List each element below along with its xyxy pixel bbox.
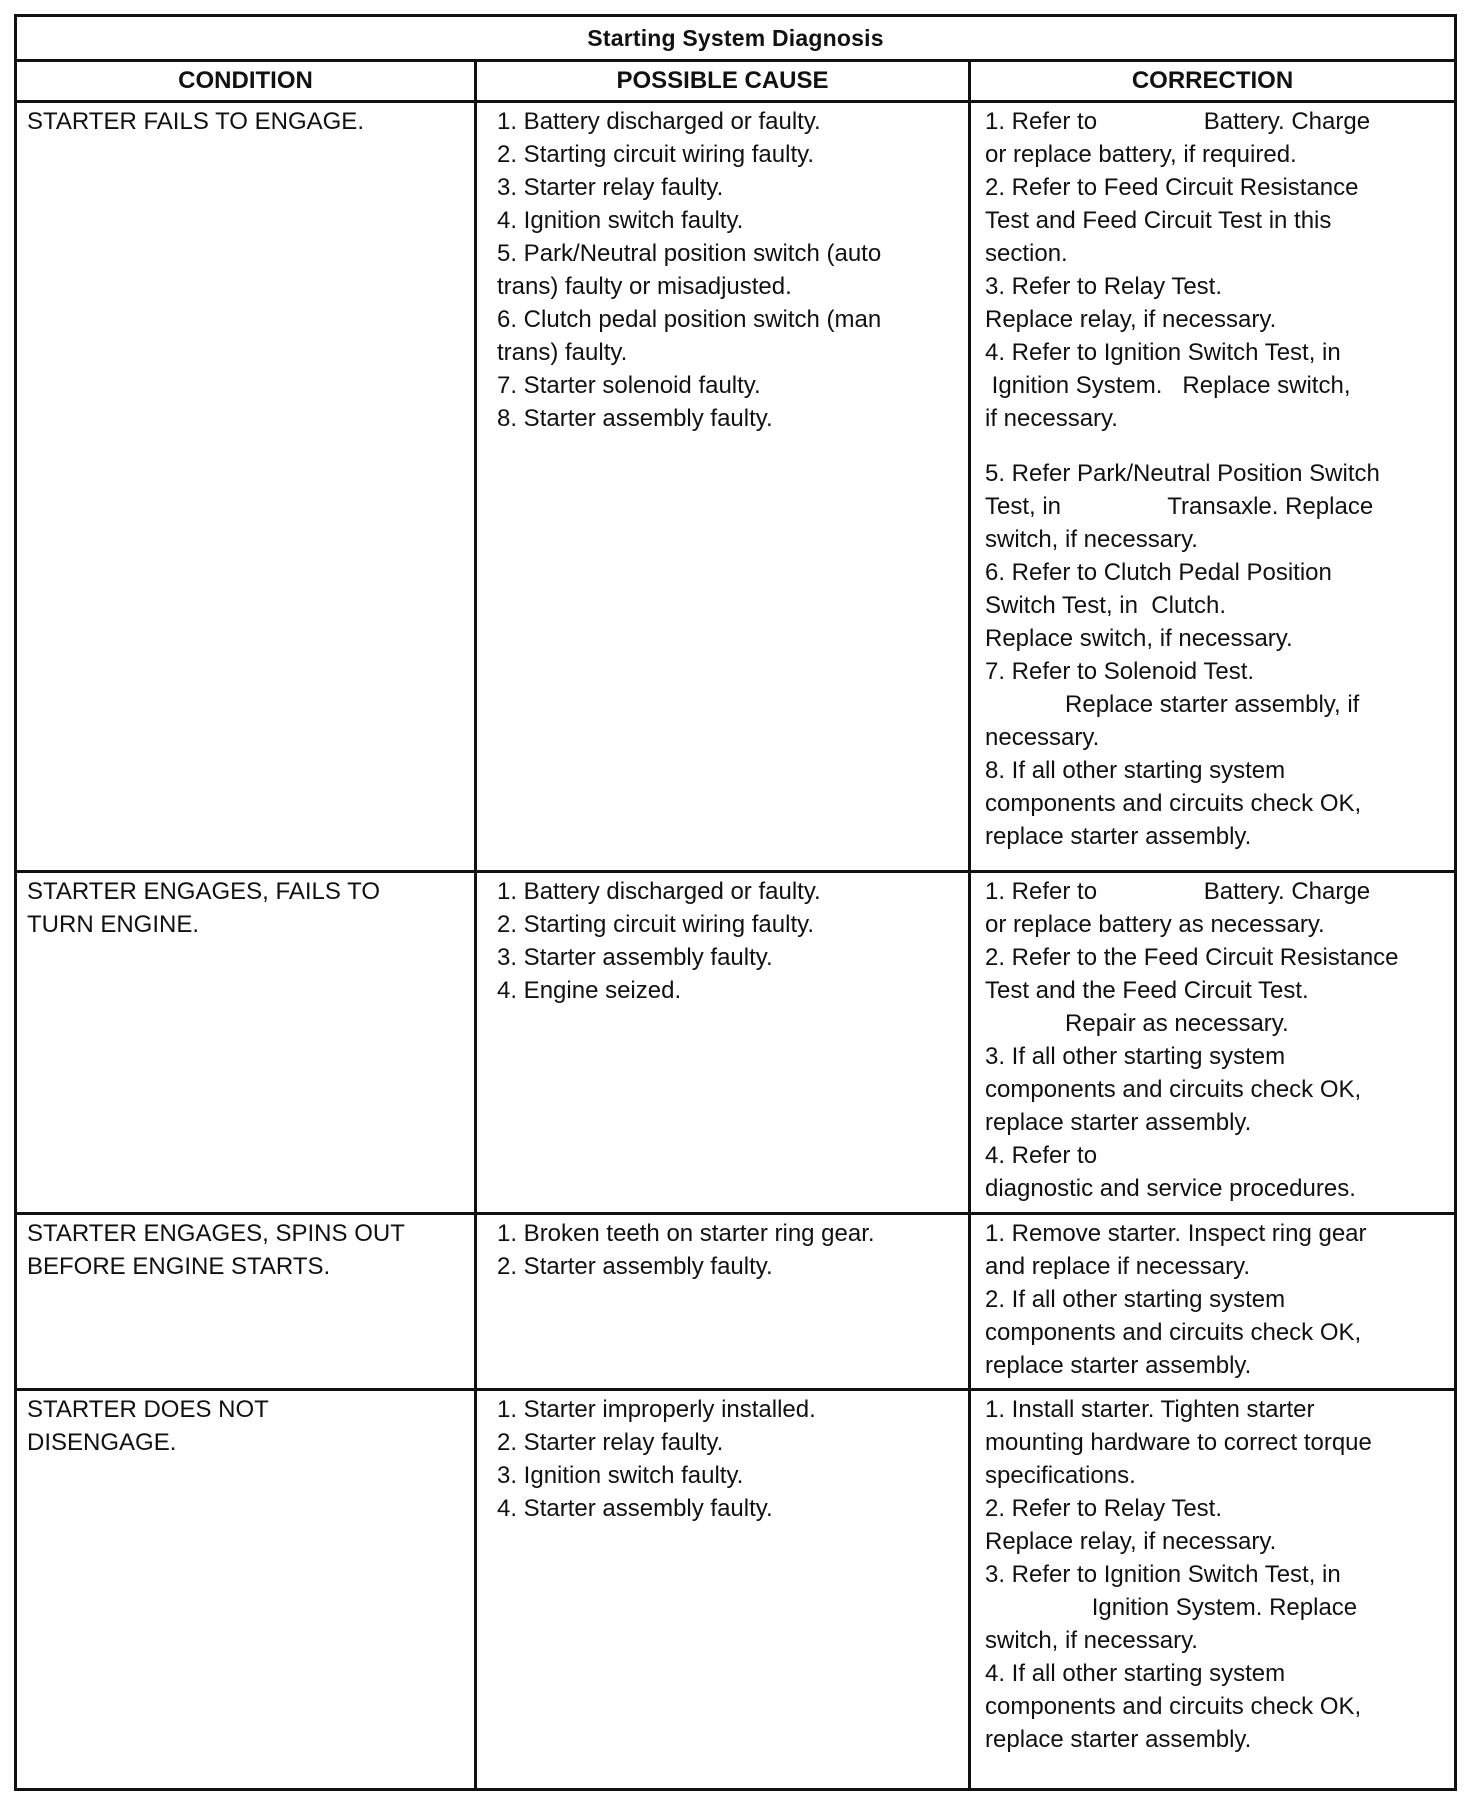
cause-line: 1. Broken teeth on starter ring gear. (497, 1220, 875, 1247)
correction-line: replace starter assembly. (985, 1352, 1252, 1379)
correction-line: Replace switch, if necessary. (985, 625, 1293, 652)
condition-line: DISENGAGE. (27, 1429, 177, 1456)
line-spacer (985, 435, 1448, 457)
cause-cell (476, 1214, 970, 1390)
table-row (16, 1214, 1456, 1390)
correction-line: Switch Test, in Clutch. (985, 592, 1226, 619)
condition-line: STARTER FAILS TO ENGAGE. (27, 108, 364, 135)
correction-cell (970, 102, 1456, 872)
correction-line: 4. Refer to Ignition Switch Test, in (985, 339, 1341, 366)
cause-line: 4. Engine seized. (497, 977, 682, 1004)
correction-line: necessary. (985, 724, 1100, 751)
correction-line: section. (985, 240, 1068, 267)
correction-cell (970, 1390, 1456, 1790)
correction-cell (970, 1214, 1456, 1390)
correction-line: switch, if necessary. (985, 526, 1198, 553)
cause-line: 6. Clutch pedal position switch (man (497, 306, 882, 333)
correction-line: components and circuits check OK, (985, 1319, 1362, 1346)
condition-line: STARTER ENGAGES, FAILS TO (27, 878, 380, 905)
table-row (16, 1390, 1456, 1790)
correction-line: Replace relay, if necessary. (985, 306, 1277, 333)
cause-line: 8. Starter assembly faulty. (497, 405, 773, 432)
correction-line: Replace relay, if necessary. (985, 1528, 1277, 1555)
correction-line: 3. Refer to Relay Test. (985, 273, 1222, 300)
cause-line: 7. Starter solenoid faulty. (497, 372, 761, 399)
title-row (16, 16, 1456, 61)
correction-line: replace starter assembly. (985, 823, 1252, 850)
condition-cell (16, 102, 476, 872)
cause-line: 3. Starter assembly faulty. (497, 944, 773, 971)
cause-cell (476, 102, 970, 872)
cause-line: 3. Ignition switch faulty. (497, 1462, 744, 1489)
condition-line: BEFORE ENGINE STARTS. (27, 1253, 331, 1280)
correction-line: Test and Feed Circuit Test in this (985, 207, 1332, 234)
condition-cell (16, 872, 476, 1214)
header-condition: CONDITION (16, 61, 476, 102)
correction-line: 1. Refer to Battery. Charge (985, 108, 1371, 135)
correction-line: Ignition System. Replace (985, 1594, 1358, 1621)
cause-line: 5. Park/Neutral position switch (auto (497, 240, 882, 267)
correction-line: diagnostic and service procedures. (985, 1175, 1356, 1202)
cause-line: 2. Starter assembly faulty. (497, 1253, 773, 1280)
correction-line: 4. Refer to (985, 1142, 1098, 1169)
table-row (16, 102, 1456, 872)
header-cause: POSSIBLE CAUSE (476, 61, 970, 102)
cause-line: 1. Starter improperly installed. (497, 1396, 816, 1423)
correction-line: mounting hardware to correct torque (985, 1429, 1372, 1456)
cause-cell (476, 872, 970, 1214)
correction-line: 2. Refer to Relay Test. (985, 1495, 1222, 1522)
correction-line: components and circuits check OK, (985, 790, 1362, 817)
correction-line: replace starter assembly. (985, 1726, 1252, 1753)
table-row (16, 872, 1456, 1214)
correction-line: 2. Refer to the Feed Circuit Resistance (985, 944, 1399, 971)
correction-line: 3. If all other starting system (985, 1043, 1286, 1070)
correction-line: Ignition System. Replace switch, (985, 372, 1351, 399)
cause-line: 4. Starter assembly faulty. (497, 1495, 773, 1522)
table-title: Starting System Diagnosis (16, 16, 1456, 61)
correction-line: Test, in Transaxle. Replace (985, 493, 1374, 520)
correction-line: 2. Refer to Feed Circuit Resistance (985, 174, 1359, 201)
condition-line: STARTER DOES NOT (27, 1396, 269, 1423)
cause-line: 3. Starter relay faulty. (497, 174, 724, 201)
correction-line: 3. Refer to Ignition Switch Test, in (985, 1561, 1341, 1588)
cause-cell (476, 1390, 970, 1790)
cause-line: trans) faulty or misadjusted. (497, 273, 792, 300)
correction-line: 5. Refer Park/Neutral Position Switch (985, 460, 1380, 487)
correction-line: or replace battery as necessary. (985, 911, 1325, 938)
header-correction: CORRECTION (970, 61, 1456, 102)
condition-line: TURN ENGINE. (27, 911, 200, 938)
correction-line: 1. Remove starter. Inspect ring gear (985, 1220, 1367, 1247)
correction-line: 7. Refer to Solenoid Test. (985, 658, 1255, 685)
correction-line: Replace starter assembly, if (985, 691, 1360, 718)
condition-cell (16, 1214, 476, 1390)
correction-line: switch, if necessary. (985, 1627, 1198, 1654)
cause-line: 2. Starting circuit wiring faulty. (497, 141, 815, 168)
correction-line: components and circuits check OK, (985, 1693, 1362, 1720)
correction-line: 6. Refer to Clutch Pedal Position (985, 559, 1332, 586)
cause-line: 2. Starting circuit wiring faulty. (497, 911, 815, 938)
correction-line: components and circuits check OK, (985, 1076, 1362, 1103)
correction-line: if necessary. (985, 405, 1118, 432)
correction-line: 1. Install starter. Tighten starter (985, 1396, 1315, 1423)
correction-cell (970, 872, 1456, 1214)
correction-line: 4. If all other starting system (985, 1660, 1286, 1687)
correction-line: Repair as necessary. (985, 1010, 1289, 1037)
diagnosis-table (14, 14, 1457, 1791)
cause-line: 1. Battery discharged or faulty. (497, 108, 821, 135)
correction-line: 1. Refer to Battery. Charge (985, 878, 1371, 905)
correction-line: 2. If all other starting system (985, 1286, 1286, 1313)
cause-line: 2. Starter relay faulty. (497, 1429, 724, 1456)
condition-cell (16, 1390, 476, 1790)
correction-line: replace starter assembly. (985, 1109, 1252, 1136)
correction-line: specifications. (985, 1462, 1136, 1489)
correction-line: or replace battery, if required. (985, 141, 1297, 168)
cause-line: 1. Battery discharged or faulty. (497, 878, 821, 905)
correction-line: Test and the Feed Circuit Test. (985, 977, 1309, 1004)
header-row (16, 61, 1456, 102)
correction-line: 8. If all other starting system (985, 757, 1286, 784)
condition-line: STARTER ENGAGES, SPINS OUT (27, 1220, 405, 1247)
cause-line: 4. Ignition switch faulty. (497, 207, 744, 234)
cause-line: trans) faulty. (497, 339, 628, 366)
correction-line: and replace if necessary. (985, 1253, 1251, 1280)
